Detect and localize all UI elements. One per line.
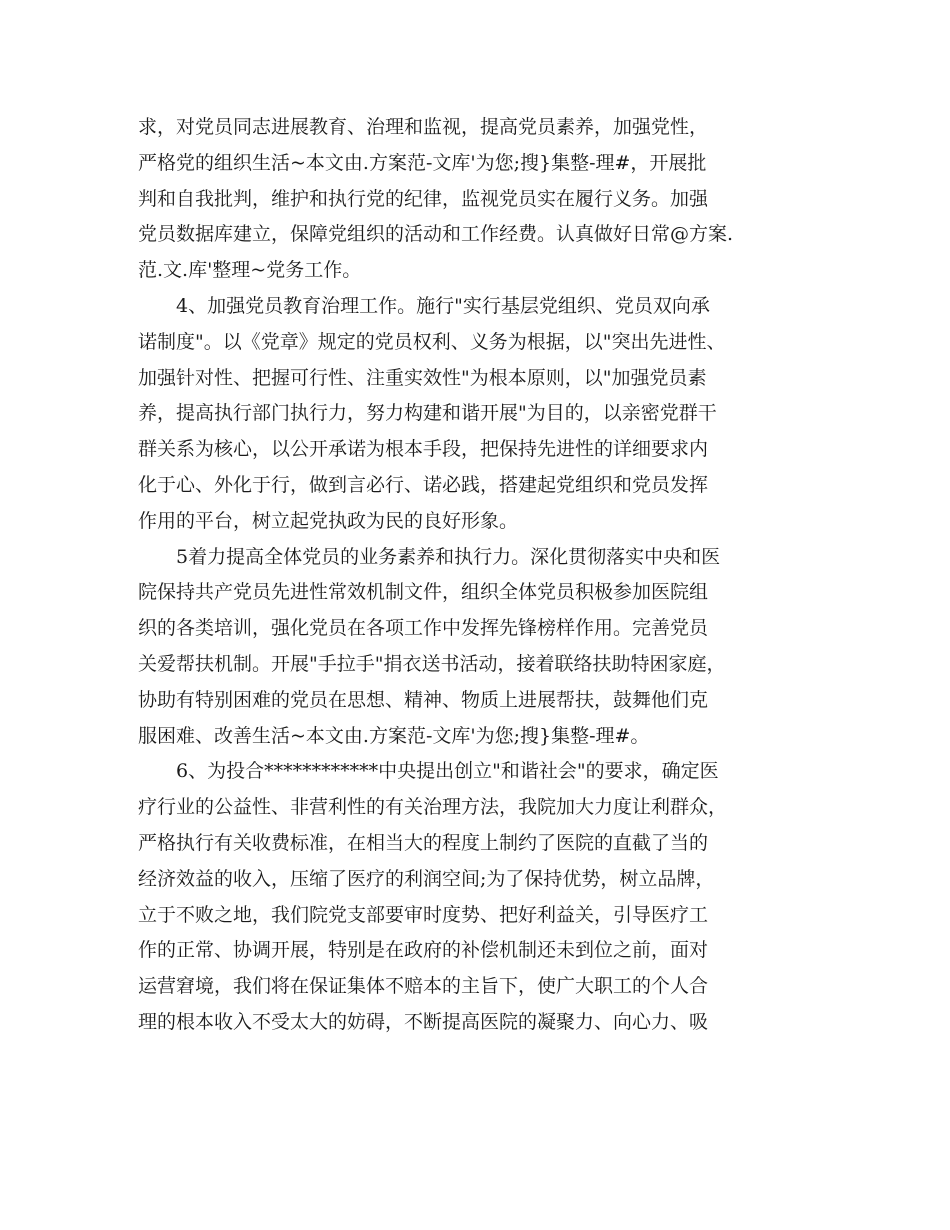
text-line: 化于心、外化于行，做到言必行、诺必践，搭建起党组织和党员发挥 (138, 473, 709, 496)
text-line: 运营窘境，我们将在保证集体不赔本的主旨下，使广大职工的个人合 (138, 975, 709, 998)
text-line: 养，提高执行部门执行力，努力构建和谐开展"为目的，以亲密党群干 (138, 402, 717, 425)
text-line: 理的根本收入不受太大的妨碍，不断提高医院的凝聚力、向心力、吸 (138, 1010, 709, 1033)
text-line: 作的正常、协调开展，特别是在政府的补偿机制还未到位之前，面对 (138, 939, 709, 962)
text-line: 疗行业的公益性、非营利性的有关治理方法，我院加大力度让利群众， (138, 796, 728, 819)
text-line: 立于不败之地，我们院党支部要审时度势、把好利益关，引导医疗工 (138, 903, 709, 926)
text-line: 群关系为核心，以公开承诺为根本手段，把保持先进性的详细要求内 (138, 438, 709, 461)
text-line: 院保持共产党员先进性常效机制文件，组织全体党员积极参加医院组 (138, 581, 709, 604)
text-line: 范.文.库'整理~党务工作。 (138, 259, 362, 282)
paragraph-start-line: 5着力提高全体党员的业务素养和执行力。深化贯彻落实中央和医 (176, 545, 721, 568)
text-line: 经济效益的收入，压缩了医疗的利润空间;为了保持优势，树立品牌， (138, 867, 715, 890)
text-line: 协助有特别困难的党员在思想、精神、物质上进展帮扶，鼓舞他们克 (138, 688, 709, 711)
text-line: 党员数据库建立，保障党组织的活动和工作经费。认真做好日常@方案. (138, 223, 734, 246)
paragraph-start-line: 4、加强党员教育治理工作。施行"实行基层党组织、党员双向承 (176, 294, 710, 317)
text-line: 作用的平台，树立起党执政为民的良好形象。 (138, 509, 519, 532)
text-line: 关爱帮扶机制。开展"手拉手"捐衣送书活动，接着联络扶助特困家庭， (138, 652, 726, 675)
text-line: 服困难、改善生活~本文由.方案范-文库'为您;搜}集整-理#。 (138, 724, 650, 747)
paragraph-start-line: 6、为投合************中央提出创立"和谐社会"的要求，确定医 (176, 760, 719, 783)
text-line: 严格执行有关收费标准，在相当大的程度上制约了医院的直截了当的 (138, 831, 709, 854)
text-line: 加强针对性、把握可行性、注重实效性"为根本原则，以"加强党员素 (138, 366, 707, 389)
text-line: 判和自我批判，维护和执行党的纪律，监视党员实在履行义务。加强 (138, 187, 709, 210)
text-line: 诺制度"。以《党章》规定的党员权利、义务为根据，以"突出先进性、 (138, 330, 726, 353)
text-line: 严格党的组织生活~本文由.方案范-文库'为您;搜}集整-理#，开展批 (138, 151, 707, 174)
text-line: 求，对党员同志进展教育、治理和监视，提高党员素养，加强党性， (138, 116, 709, 138)
document-body (138, 110, 828, 1041)
text-line: 织的各类培训，强化党员在各项工作中发挥先锋榜样作用。完善党员 (138, 617, 709, 640)
